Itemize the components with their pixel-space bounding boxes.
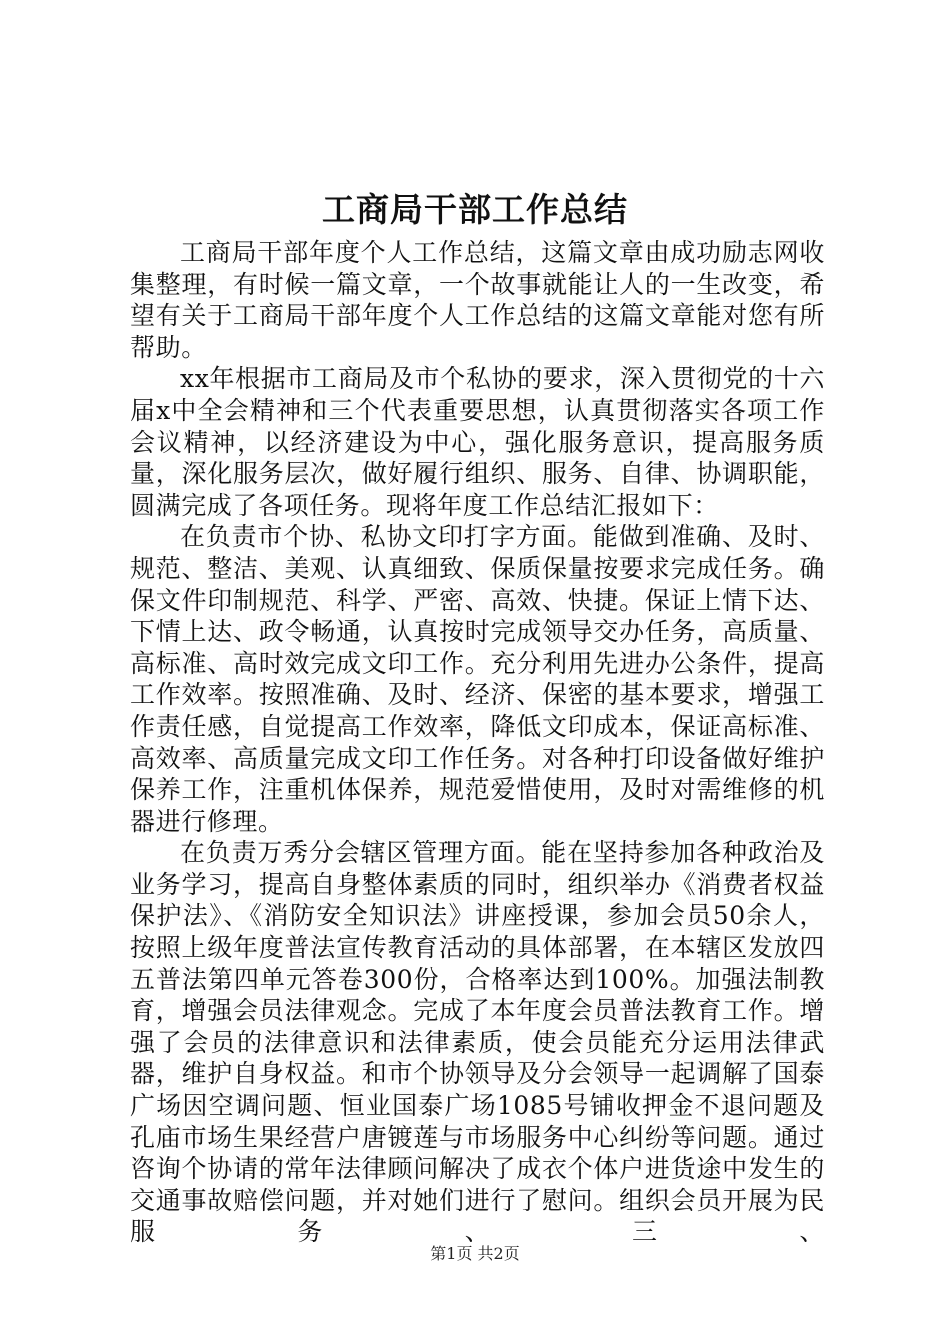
paragraph-district-management: 在负责万秀分会辖区管理方面。能在坚持参加各种政治及业务学习，提高自身整体素质的同时，组织举办《消费者权益保护法》、《消防安全知识法》讲座授课，参加会员50余人，按照上级年度普法宣传教育活动的具体部署，在本辖区发放四五普法第四单元答卷300份，合格率达到100%。加强法制教育，增强会员法律观念。完成了本年度会员普法教育工作。增强了会员的法律意识和法律素质，使会员能充分运用法律武器，维护自身权益。和市个协领导及分会领导一起调解了国泰广场因空调问题、恒业国泰广场1085号铺收押金不退问题及孔庙市场生果经营户唐镀莲与市场服务中心纠纷等问题。通过咨询个协请的常年法律顾问解决了成衣个体户进货途中发生的交通事故赔偿问题，并对她们进行了慰问。组织会员开展为民服务、三、: [130, 838, 825, 1247]
paragraph-overview: xx年根据市工商局及市个私协的要求，深入贯彻党的十六届x中全会精神和三个代表重要思想，认真贯彻落实各项工作会议精神，以经济建设为中心，强化服务意识，提高服务质量，深化服务层次，做好履行组织、服务、自律、协调职能，圆满完成了各项任务。现将年度工作总结汇报如下：: [130, 364, 825, 520]
page-number-footer: 第1页 共2页: [430, 1244, 520, 1263]
document-title: 工商局干部工作总结: [322, 190, 628, 229]
paragraph-typing-work: 在负责市个协、私协文印打字方面。能做到准确、及时、规范、整洁、美观、认真细致、保质保量按要求完成任务。确保文件印制规范、科学、严密、高效、快捷。保证上情下达、下情上达、政令畅通，认真按时完成领导交办任务，高质量、高标准、高时效完成文印工作。充分利用先进办公条件，提高工作效率。按照准确、及时、经济、保密的基本要求，增强工作责任感，自觉提高工作效率，降低文印成本，保证高标准、高效率、高质量完成文印工作任务。对各种打印设备做好维护保养工作，注重机体保养，规范爱惜使用，及时对需维修的机器进行修理。: [130, 522, 825, 836]
document-body: [130, 237, 825, 1248]
paragraph-intro: 工商局干部年度个人工作总结，这篇文章由成功励志网收集整理，有时候一篇文章，一个故事就能让人的一生改变，希望有关于工商局干部年度个人工作总结的这篇文章能对您有所帮助。: [130, 238, 825, 362]
